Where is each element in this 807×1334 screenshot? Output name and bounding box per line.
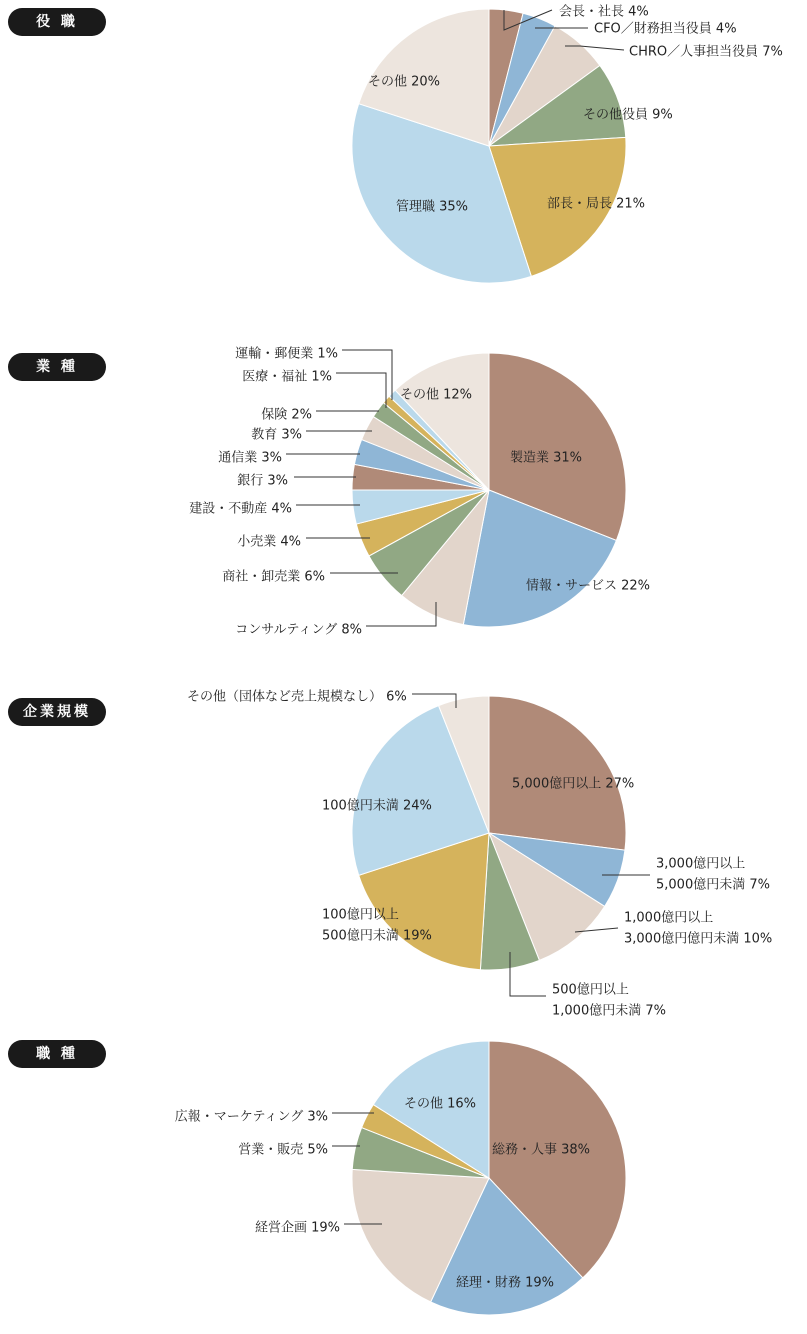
slice-label: 3,000億円以上 <box>656 856 746 872</box>
pie-chart-job-type <box>0 1020 807 1334</box>
section-title-tag: 職 種 <box>8 1040 106 1068</box>
slice-label: 5,000億円以上 27% <box>512 776 635 792</box>
chart-section-company-size <box>0 660 807 1020</box>
slice-label: その他役員 9% <box>583 107 673 123</box>
slice-label: 営業・販売 5% <box>238 1142 328 1158</box>
slice-label: 100億円未満 24% <box>322 798 432 814</box>
slice-label: コンサルティング 8% <box>235 622 362 638</box>
section-title-tag: 業 種 <box>8 353 106 381</box>
slice-label: 会長・社長 4% <box>559 4 649 20</box>
slice-label: 教育 3% <box>251 427 302 443</box>
slice-label: 保険 2% <box>261 407 312 423</box>
slice-label: 経営企画 19% <box>254 1220 340 1236</box>
leader-line <box>336 373 386 408</box>
chart-section-job-type <box>0 1020 807 1334</box>
pie-chart-industry <box>0 320 807 660</box>
pie-slices <box>352 9 626 283</box>
slice-label: その他 12% <box>400 387 473 403</box>
chart-section-industry <box>0 320 807 660</box>
leader-line <box>342 350 392 400</box>
section-title-tag: 企業規模 <box>8 698 106 726</box>
slice-label: CFO／財務担当役員 4% <box>594 21 737 37</box>
chart-section-position <box>0 0 807 320</box>
pie-slice <box>489 696 626 850</box>
slice-label: 建設・不動産 4% <box>189 501 292 517</box>
slice-label: 1,000億円以上 <box>624 910 714 926</box>
slice-label: 運輸・郵便業 1% <box>235 346 338 362</box>
slice-label: 医療・福祉 1% <box>242 369 332 385</box>
pie-chart-company-size <box>0 660 807 1020</box>
pie-chart-position <box>0 0 807 320</box>
slice-label: 500億円以上 <box>552 982 629 998</box>
slice-label: 部長・局長 21% <box>547 196 646 212</box>
section-title-tag: 役 職 <box>8 8 106 36</box>
slice-label: その他（団体など売上規模なし） 6% <box>187 689 407 705</box>
slice-label: 500億円未満 19% <box>322 928 432 944</box>
slice-label: 100億円以上 <box>322 907 399 923</box>
slice-label: 銀行 3% <box>237 473 288 489</box>
pie-slices <box>352 1041 626 1315</box>
slice-label: CHRO／人事担当役員 7% <box>629 44 783 60</box>
slice-label: その他 20% <box>368 74 441 90</box>
slice-label: 1,000億円未満 7% <box>552 1003 666 1019</box>
slice-label: 小売業 4% <box>237 534 301 550</box>
slice-label: 広報・マーケティング 3% <box>174 1109 328 1125</box>
slice-label: その他 16% <box>404 1096 477 1112</box>
slice-label: 経理・財務 19% <box>456 1275 555 1291</box>
slice-label: 5,000億円未満 7% <box>656 877 770 893</box>
slice-label: 商社・卸売業 6% <box>222 569 325 585</box>
slice-label: 3,000億円億円未満 10% <box>624 931 773 947</box>
slice-label: 管理職 35% <box>396 199 469 215</box>
slice-label: 情報・サービス 22% <box>526 578 651 594</box>
slice-label: 製造業 31% <box>510 450 583 466</box>
slice-label: 総務・人事 38% <box>492 1142 591 1158</box>
slice-label: 通信業 3% <box>218 450 282 466</box>
